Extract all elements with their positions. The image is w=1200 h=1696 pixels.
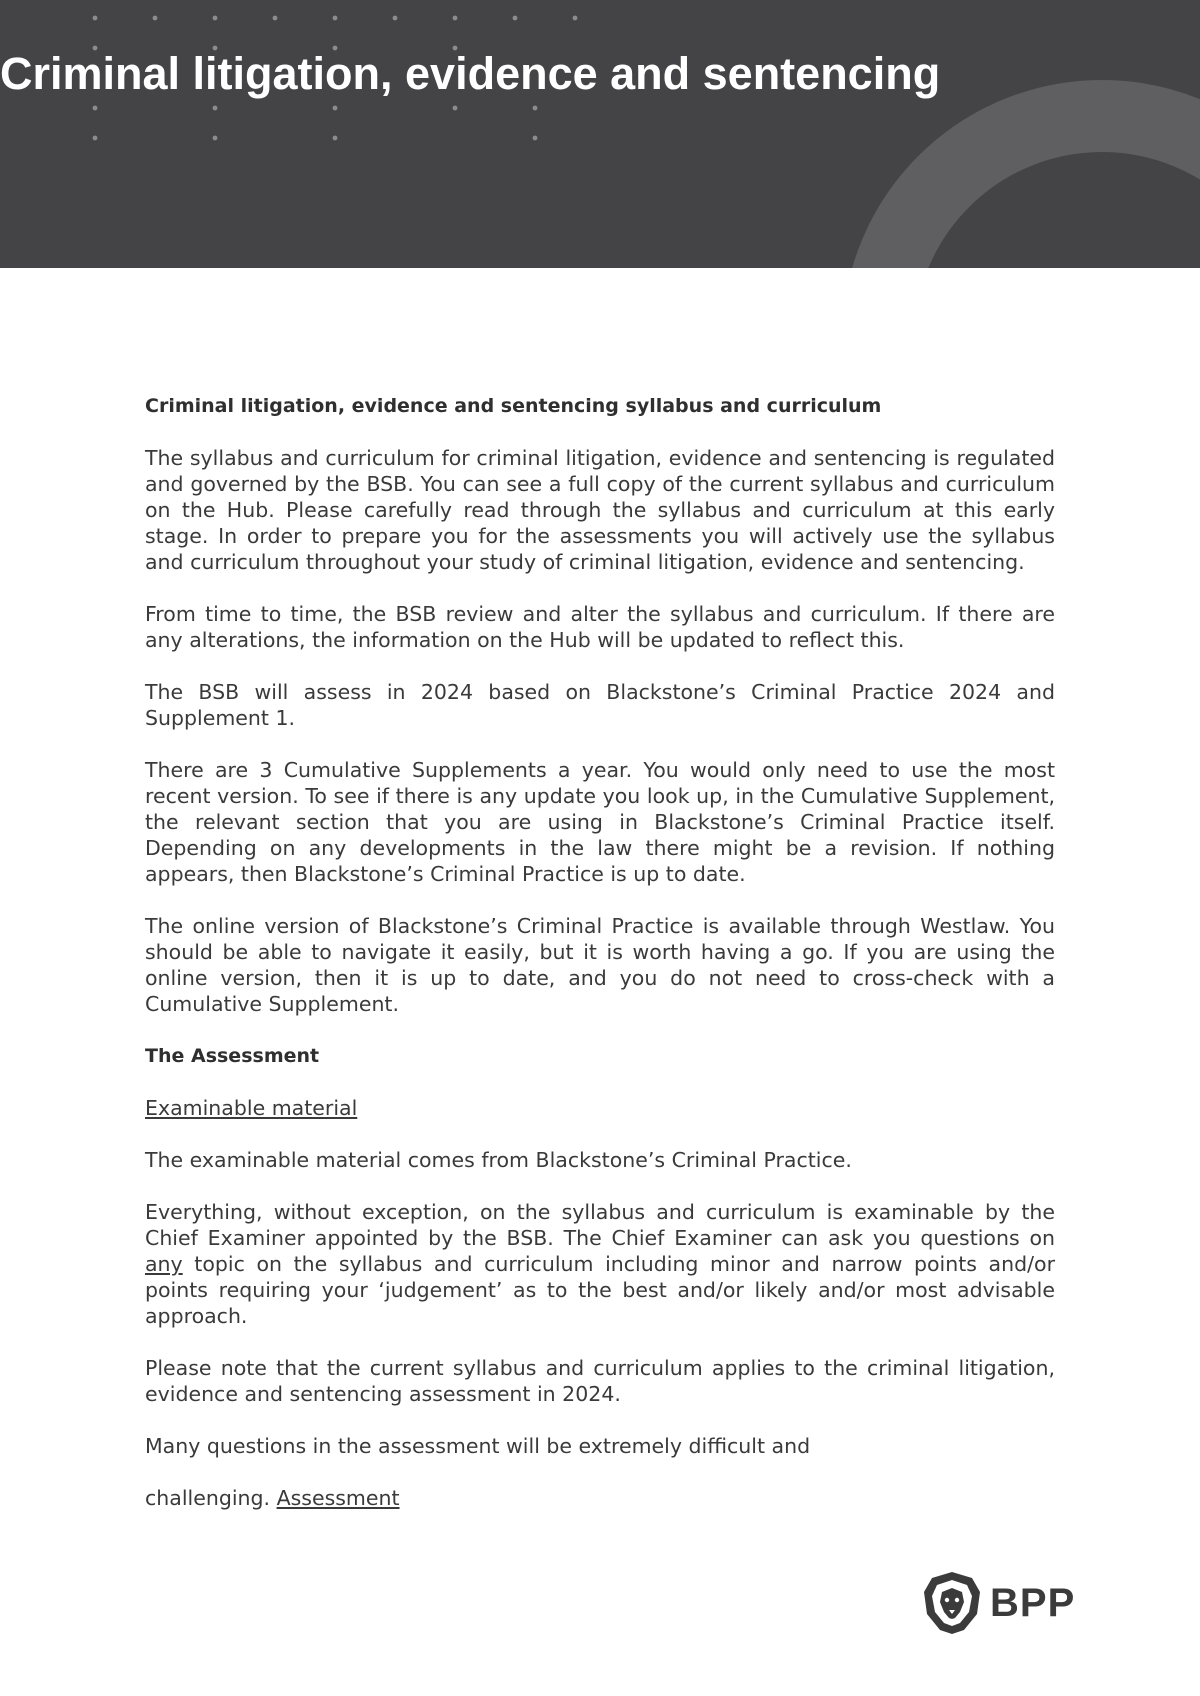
paragraph: The syllabus and curriculum for criminal litigation, evidence and sentencing is regulated and governed by the BSB. You can see a full copy of the current syllabus and curriculum on the Hub. Please carefully read through the syllabus and curriculum at this early stage. In order to prepare you for the assessments you will actively use the syllabus and curriculum throughout your study of criminal litigation, evidence and sentencing. bbox=[145, 446, 1055, 574]
paragraph: Many questions in the assessment will be extremely difficult and bbox=[145, 1434, 811, 1458]
page-title: Criminal litigation, evidence and sentencing bbox=[0, 48, 941, 99]
lion-head-icon bbox=[922, 1570, 982, 1636]
paragraph: From time to time, the BSB review and alter the syllabus and curriculum. If there are any alterations, the information on the Hub will be updated to reflect this. bbox=[145, 602, 1055, 652]
assessment-link[interactable]: Assessment bbox=[276, 1486, 400, 1510]
section-heading-assessment: The Assessment bbox=[145, 1045, 320, 1067]
bpp-logo bbox=[922, 1570, 1075, 1636]
paragraph: The online version of Blackstone’s Criminal Practice is available through Westlaw. You should be able to navigate it easily, but it is worth having a go. If you are using the online version, then it is up to date, and you do not need to cross-check with a Cumulative Supplement. bbox=[145, 914, 1055, 1016]
paragraph-text: challenging. bbox=[145, 1486, 277, 1510]
paragraph-text: topic on the syllabus and curriculum including minor and narrow points and/or points requiring your ‘judgement’ as to the best and/or likely and/or most advisable approach. bbox=[145, 1252, 1055, 1328]
subheading-examinable-material: Examinable material bbox=[145, 1096, 358, 1120]
paragraph-last bbox=[145, 1485, 1055, 1511]
header-banner bbox=[0, 0, 1200, 268]
paragraph: The BSB will assess in 2024 based on Blackstone’s Criminal Practice 2024 and Supplement 1. bbox=[145, 680, 1055, 730]
paragraph: The examinable material comes from Blackstone’s Criminal Practice. bbox=[145, 1148, 852, 1172]
emphasis-any: any bbox=[145, 1252, 183, 1276]
paragraph-everything bbox=[145, 1199, 1055, 1329]
main-content bbox=[145, 393, 1055, 1537]
logo-text: BPP bbox=[990, 1580, 1076, 1625]
paragraph: There are 3 Cumulative Supplements a year. You would only need to use the most recent version. To see if there is any update you look up, in the Cumulative Supplement, the relevant section that you are using in Blackstone’s Criminal Practice itself. Depending on any developments in the law there might be a revision. If nothing appears, then Blackstone’s Criminal Practice is up to date. bbox=[145, 758, 1055, 886]
paragraph-text: Everything, without exception, on the syllabus and curriculum is examinable by the Chief Examiner appointed by the BSB. The Chief Examiner can ask you questions on bbox=[145, 1200, 1055, 1250]
paragraph: Please note that the current syllabus and curriculum applies to the criminal litigation, evidence and sentencing assessment in 2024. bbox=[145, 1356, 1055, 1406]
section-heading-syllabus: Criminal litigation, evidence and sentencing syllabus and curriculum bbox=[145, 395, 882, 417]
